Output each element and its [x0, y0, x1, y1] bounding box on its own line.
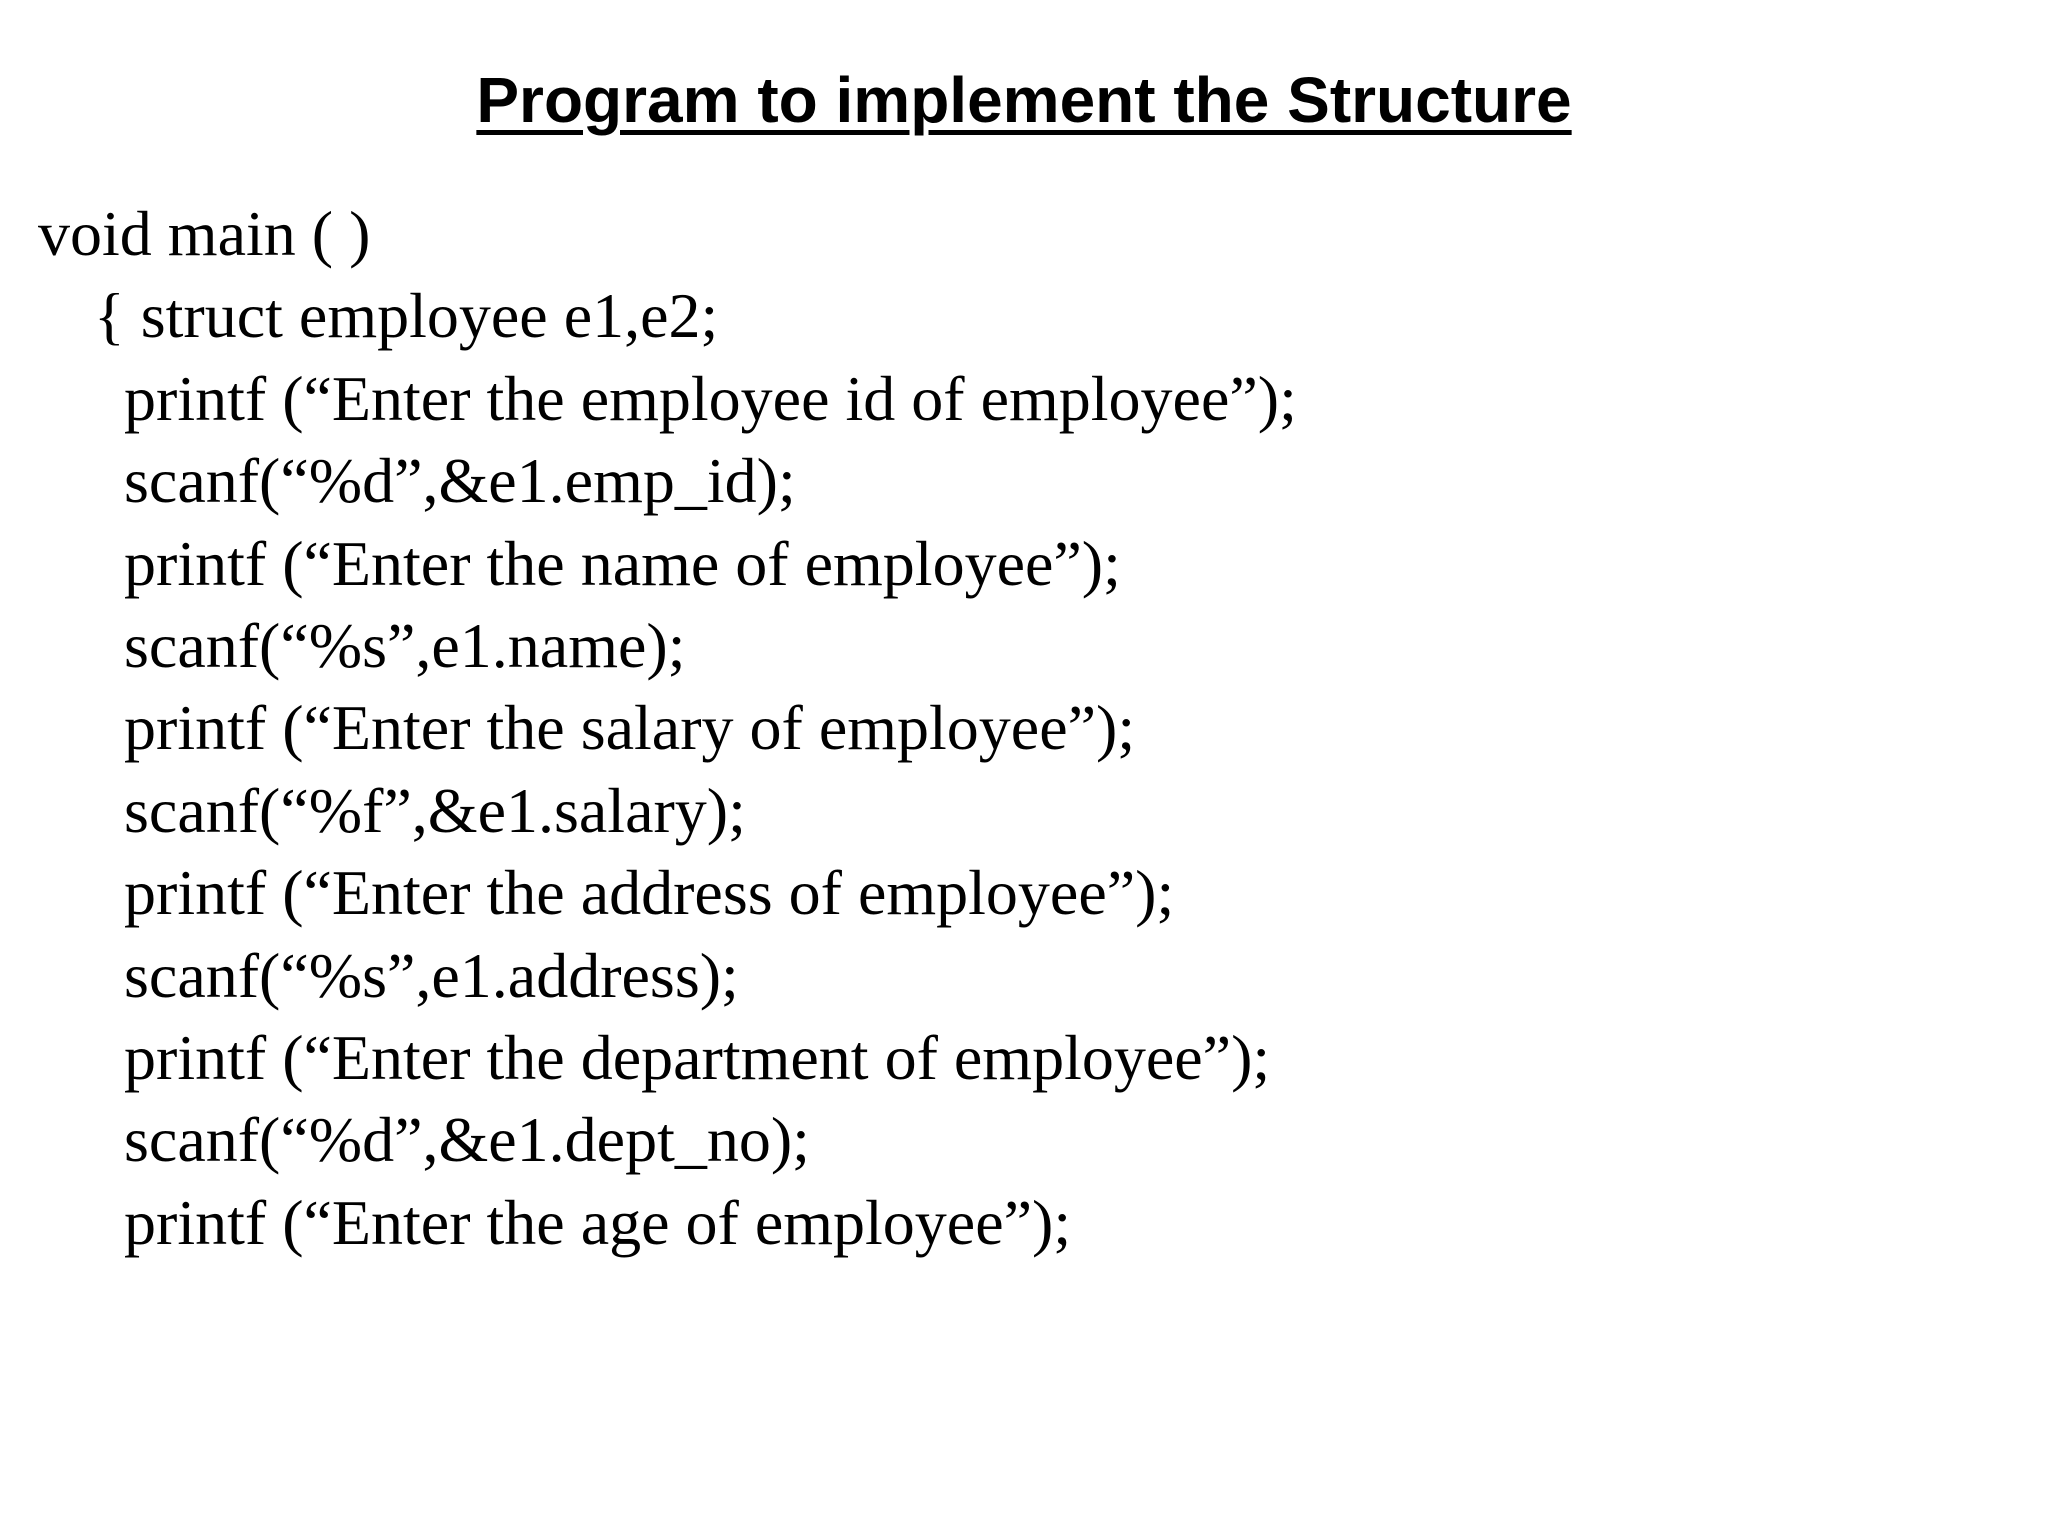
code-line: printf (“Enter the age of employee”); [124, 1186, 1072, 1258]
code-line: scanf(“%f”,&e1.salary); [124, 774, 746, 846]
code-line: scanf(“%d”,&e1.emp_id); [124, 445, 796, 517]
code-line: printf (“Enter the address of employee”); [124, 857, 1175, 929]
code-line: printf (“Enter the name of employee”); [124, 527, 1121, 599]
code-line: printf (“Enter the employee id of employee”); [124, 362, 1297, 434]
code-line: { struct employee e1,e2; [94, 280, 719, 352]
code-line: printf (“Enter the salary of employee”); [124, 692, 1136, 764]
code-block [0, 193, 2048, 1264]
code-line: scanf(“%d”,&e1.dept_no); [124, 1104, 810, 1176]
code-line: scanf(“%s”,e1.name); [124, 609, 686, 681]
code-line: void main ( ) [38, 198, 371, 269]
slide-title-container [0, 58, 2048, 142]
code-line: printf (“Enter the department of employee”); [124, 1021, 1271, 1093]
slide-title: Program to implement the Structure [476, 64, 1572, 136]
code-line: scanf(“%s”,e1.address); [124, 939, 739, 1011]
